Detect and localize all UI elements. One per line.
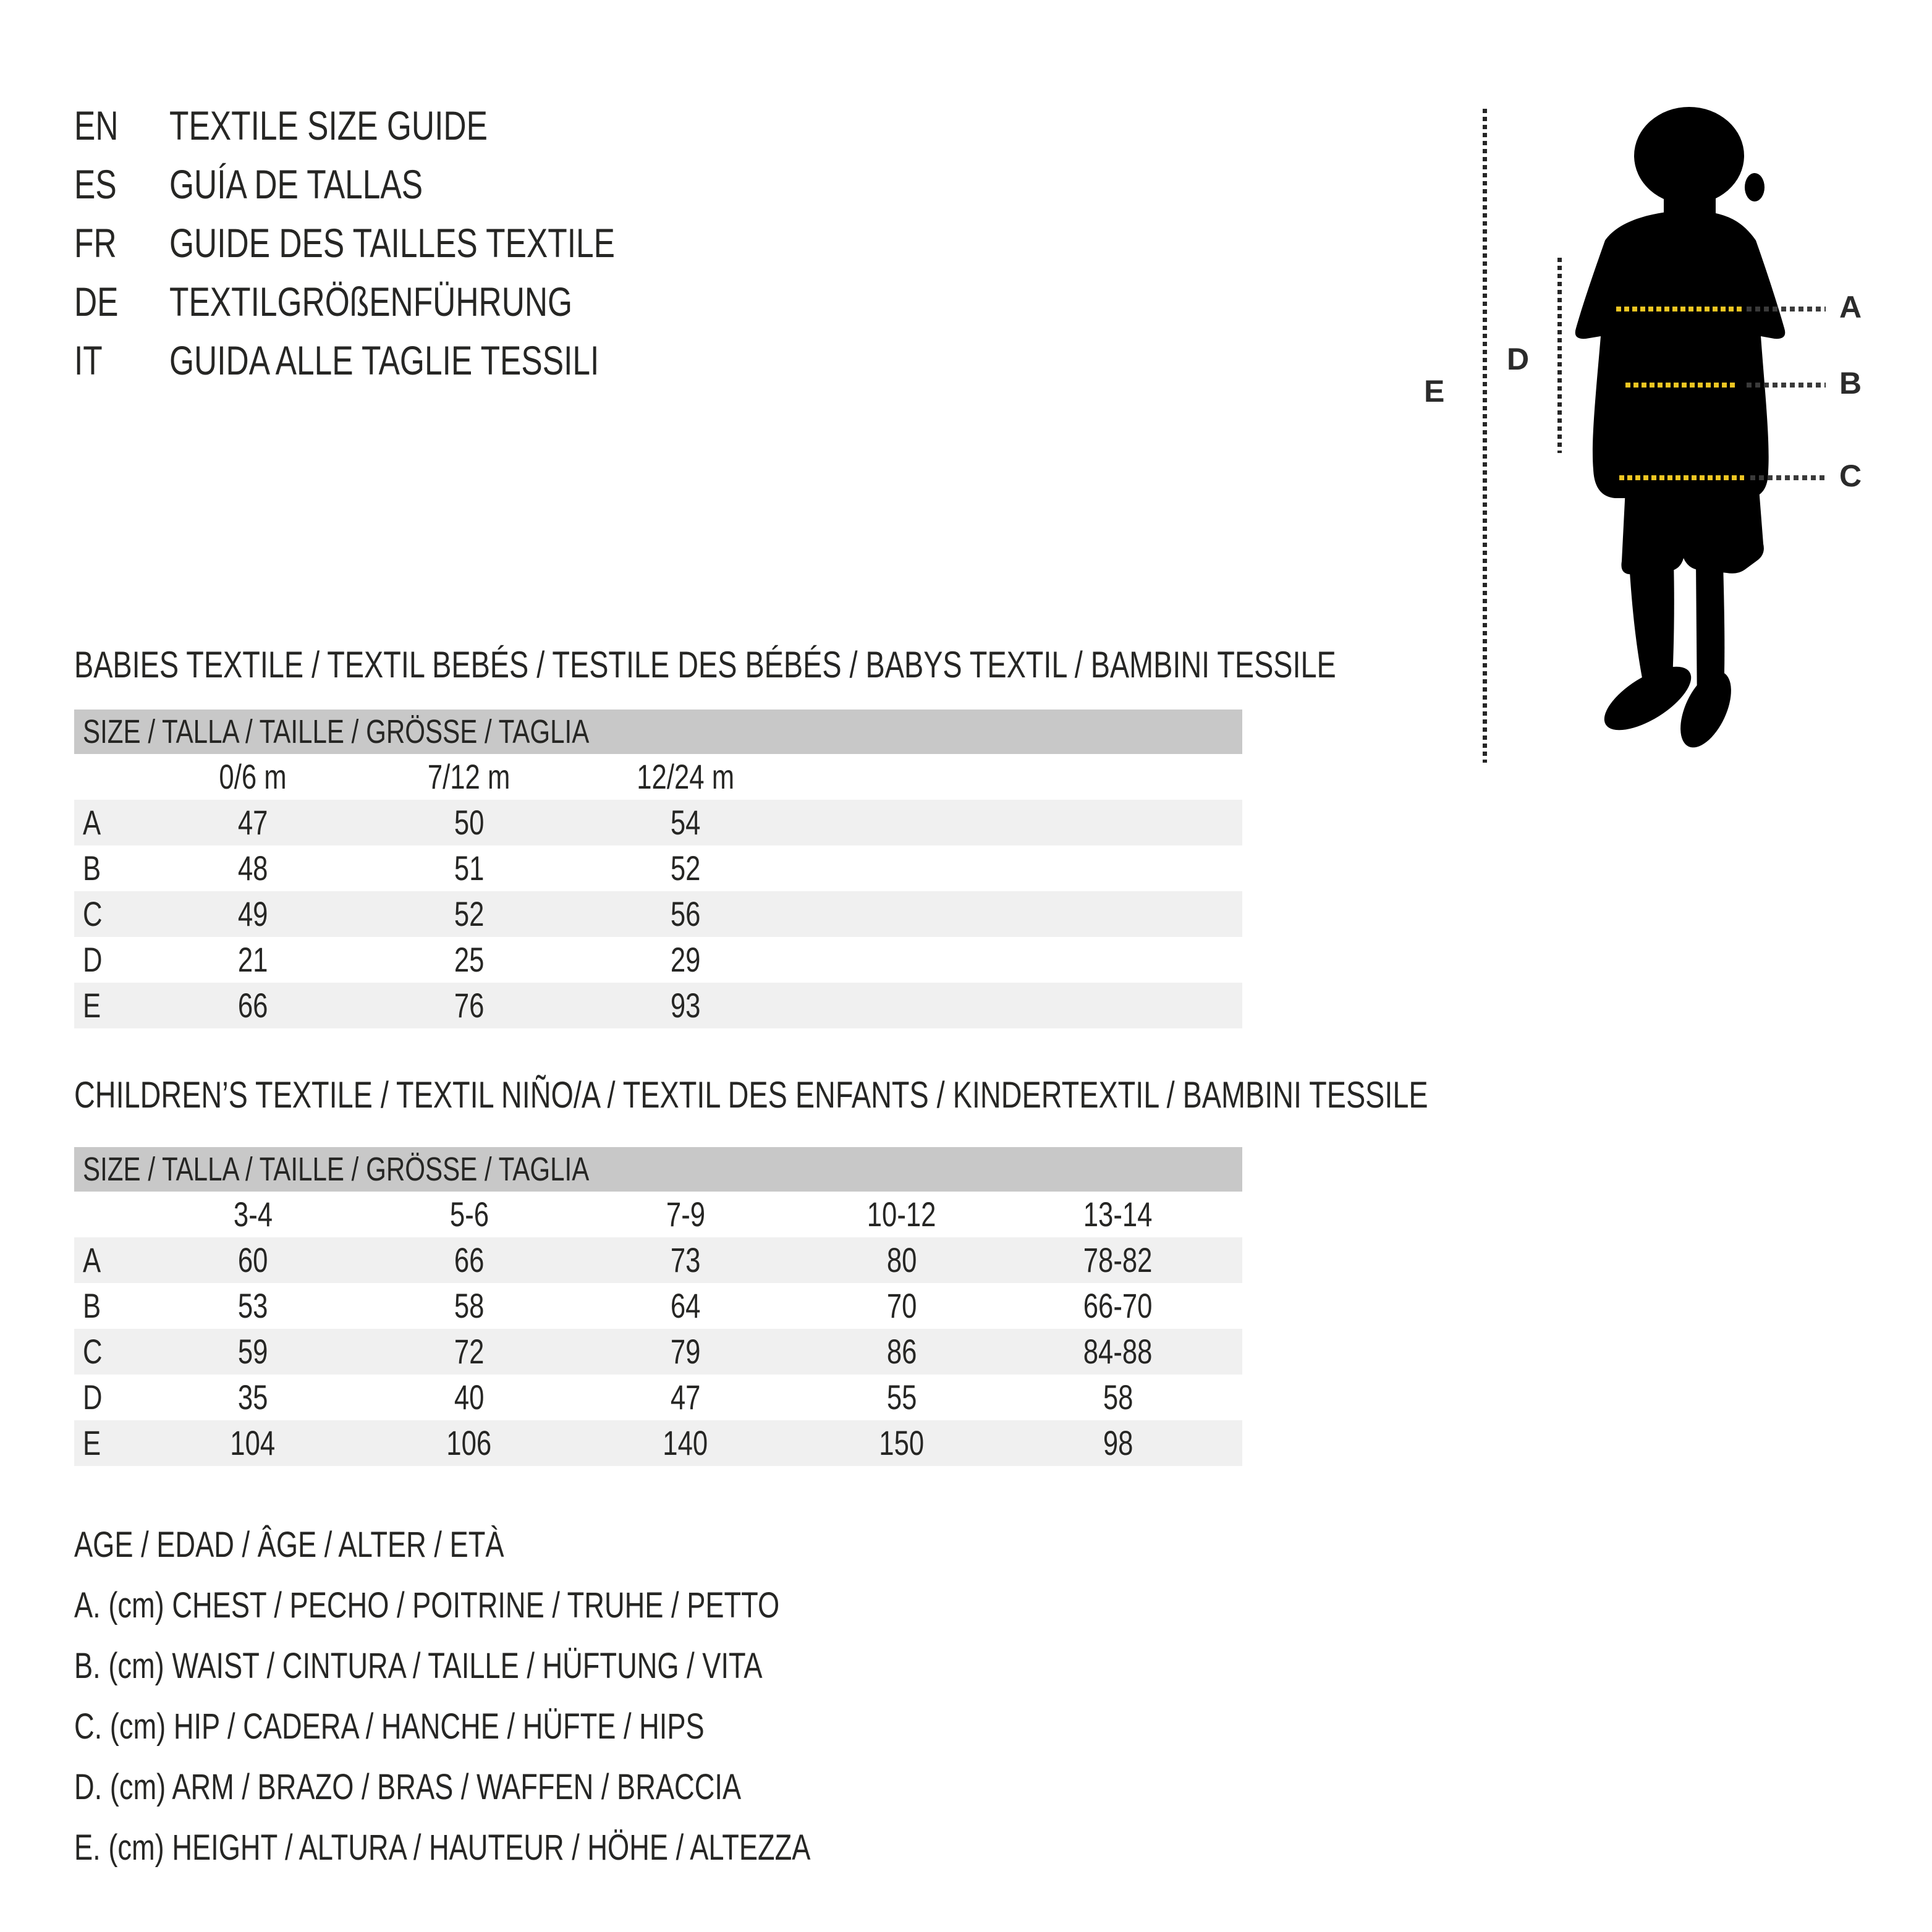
chest-a-dashed-line: [1616, 307, 1743, 311]
lang-row-en: [74, 96, 740, 155]
lang-code-fr: FR: [74, 220, 117, 266]
table-row: A 60 66 73 80 78-82: [74, 1237, 1242, 1283]
children-col-0: 3-4: [233, 1195, 273, 1234]
babies-size-table: [74, 710, 1242, 1028]
title-es: GUÍA DE TALLAS: [169, 161, 423, 207]
title-it: GUIDA ALLE TAGLIE TESSILI: [169, 337, 600, 383]
babies-size-header-bar: SIZE / TALLA / TAILLE / GRÖSSE / TAGLIA: [74, 710, 1242, 754]
legend-waist: B. (cm) WAIST / CINTURA / TAILLE / HÜFTUNG / VITA: [74, 1646, 763, 1686]
title-fr: GUIDE DES TAILLES TEXTILE: [169, 220, 615, 266]
table-row: E 66 76 93: [74, 983, 1242, 1028]
children-col-2: 7-9: [666, 1195, 705, 1234]
title-de: TEXTILGRÖßENFÜHRUNG: [169, 279, 573, 324]
children-section-title: CHILDREN’S TEXTILE / TEXTIL NIÑO/A / TEXTIL DES ENFANTS / KINDERTEXTIL / BAMBINI TESSILE: [74, 1074, 1428, 1116]
babies-col-2: 12/24 m: [637, 757, 734, 796]
babies-col-1: 7/12 m: [428, 757, 511, 796]
hip-c-leader-line: [1750, 475, 1826, 480]
table-row: E 104 106 140 150 98: [74, 1420, 1242, 1466]
children-col-4: 13-14: [1083, 1195, 1153, 1234]
children-size-table: [74, 1147, 1242, 1466]
label-d: D: [1507, 342, 1530, 376]
children-col-1: 5-6: [449, 1195, 489, 1234]
silhouette-shirt: [1575, 210, 1786, 498]
children-size-header-bar: SIZE / TALLA / TAILLE / GRÖSSE / TAGLIA: [74, 1147, 1242, 1192]
table-row: B 48 51 52: [83, 849, 701, 888]
label-b: B: [1839, 366, 1862, 400]
legend-height: E. (cm) HEIGHT / ALTURA / HAUTEUR / HÖHE / ALTEZZA: [74, 1828, 811, 1868]
table-row: C 59 72 79 86 84-88: [74, 1329, 1242, 1375]
table-row: A 47 50 54: [74, 800, 1242, 845]
label-e: E: [1424, 374, 1445, 409]
legend-hip: C. (cm) HIP / CADERA / HANCHE / HÜFTE / HIPS: [74, 1706, 705, 1747]
silhouette-shorts: [1621, 488, 1763, 574]
silhouette-ear: [1745, 173, 1765, 201]
lang-row-de: [74, 273, 740, 331]
legend-chest: A. (cm) CHEST / PECHO / POITRINE / TRUHE / PETTO: [74, 1585, 780, 1625]
legend-age: AGE / EDAD / ÂGE / ALTER / ETÀ: [74, 1525, 504, 1565]
babies-section-title: BABIES TEXTILE / TEXTIL BEBÉS / TESTILE DES BÉBÉS / BABYS TEXTIL / BAMBINI TESSILE: [74, 644, 1336, 685]
chest-a-leader-line: [1747, 307, 1826, 311]
hip-c-dashed-line: [1619, 475, 1744, 480]
legend-arm: D. (cm) ARM / BRAZO / BRAS / WAFFEN / BRACCIA: [74, 1767, 742, 1807]
lang-code-es: ES: [74, 161, 117, 207]
lang-row-it: [74, 331, 740, 390]
lang-code-de: DE: [74, 279, 119, 324]
waist-b-leader-line: [1747, 383, 1826, 388]
table-row: B 53 58 64 70 66-70: [83, 1286, 1153, 1325]
table-row: C 49 52 56: [74, 891, 1242, 937]
table-row: D 35 40 47 55 58: [83, 1378, 1133, 1417]
arm-d-dotted-line: [1557, 258, 1562, 453]
language-header: [74, 96, 740, 390]
title-en: TEXTILE SIZE GUIDE: [169, 103, 488, 148]
lang-row-es: [74, 155, 740, 214]
table-row: D 21 25 29: [83, 940, 701, 979]
children-col-3: 10-12: [867, 1195, 936, 1234]
lang-row-fr: [74, 214, 740, 273]
babies-col-0: 0/6 m: [219, 757, 287, 796]
label-a: A: [1839, 290, 1862, 324]
lang-code-en: EN: [74, 103, 119, 148]
babies-column-header-row: [74, 754, 1242, 800]
label-c: C: [1839, 459, 1862, 493]
waist-b-dashed-line: [1625, 383, 1738, 388]
measurement-legend: [74, 1515, 1019, 1878]
lang-code-it: IT: [74, 337, 103, 383]
child-silhouette: [1569, 106, 1787, 769]
children-column-header-row: [74, 1192, 1242, 1237]
